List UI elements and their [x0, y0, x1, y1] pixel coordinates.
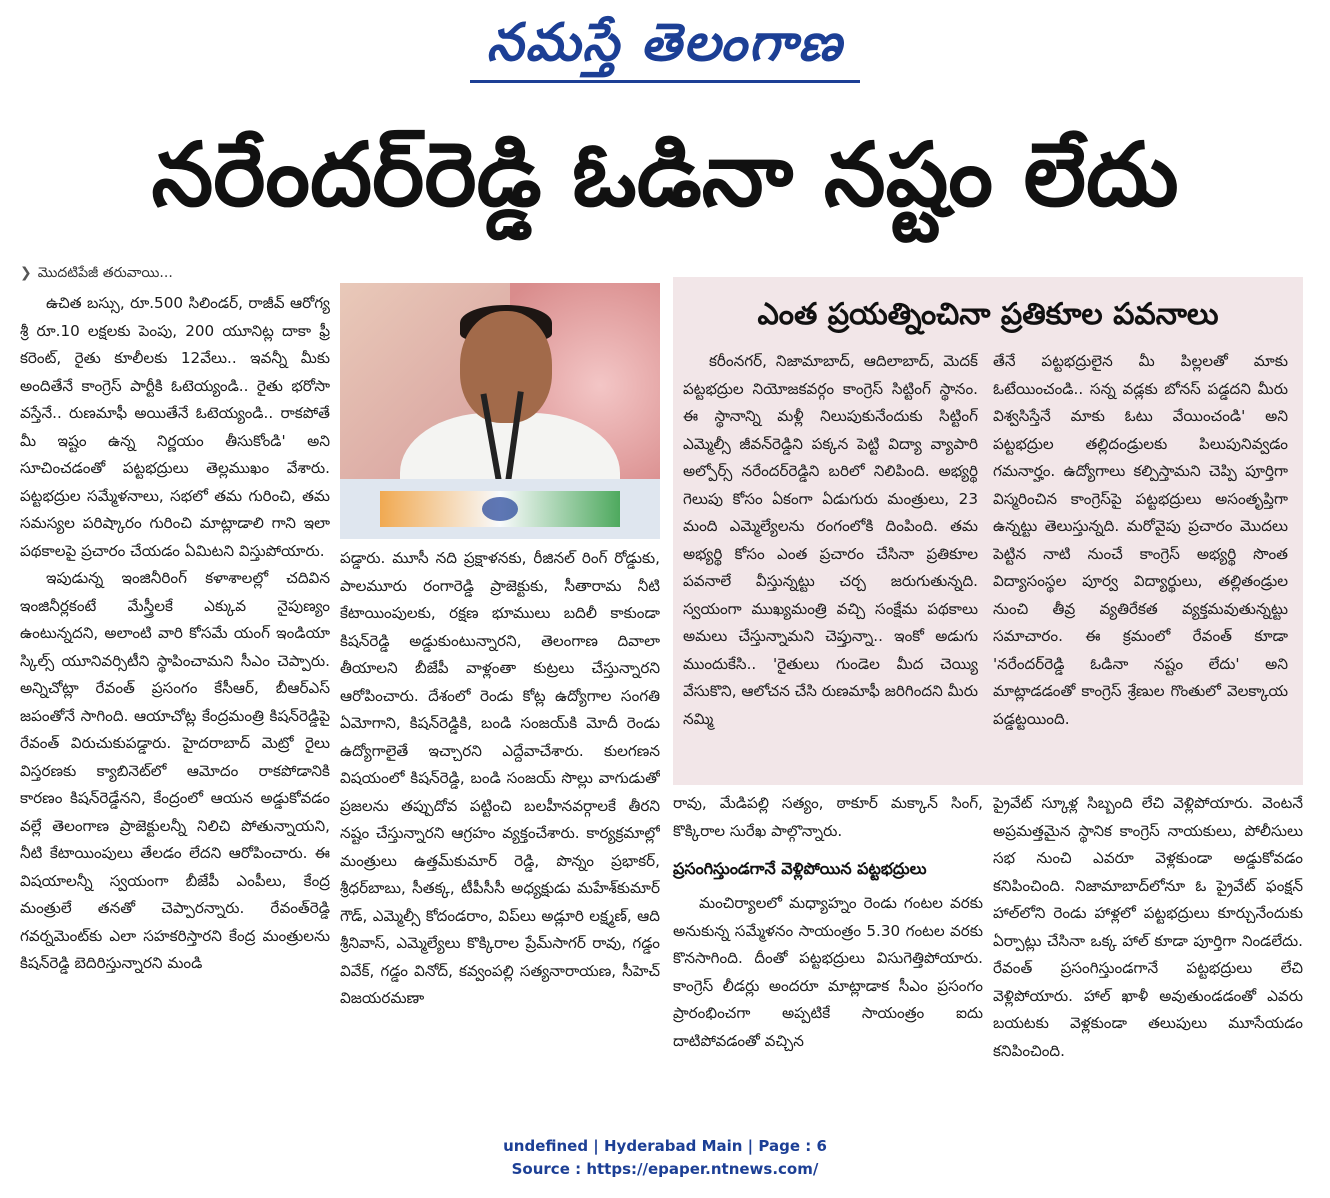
- footer-source-link[interactable]: Source : https://epaper.ntnews.com/: [511, 1160, 819, 1178]
- paragraph: పడ్డారు. మూసీ నది ప్రక్షాళనకు, రీజినల్ రింగ్ రోడ్డుకు, పాలమూరు రంగారెడ్డి ప్రాజెక్టుకు, సీతారామ నీటి కేటాయింపులకు, రక్షణ భూములు బదిలీ కాకుండా కిషన్‌రెడ్డి అడ్డుకుంటున్నారని, తెలంగాణ దివాలా తీయాలని బీజేపీ వాళ్లంతా కుట్రలు చేస్తున్నారని ఆరోపించారు. దేశంలో రెండు కోట్ల ఉద్యోగాల సంగతి ఏమోగాని, కిషన్‌రెడ్డికి, బండి సంజయ్‌కి మోదీ రెండు ఉద్యోగాలైతే ఇచ్చారని ఎద్దేవాచేశారు. కులగణన విషయంలో కిషన్‌రెడ్డి, బండి సంజయ్ సొల్లు వాగుడుతో ప్రజలను తప్పుదోవ పట్టించి బలహీనవర్గాలకే తీరని నష్టం చేస్తున్నారని ఆగ్రహం వ్యక్తంచేశారు. కార్యక్రమాల్లో మంత్రులు ఉత్తమ్‌కుమార్ రెడ్డి, పొన్నం ప్రభాకర్, శ్రీధర్‌బాబు, సీతక్క, టీపీసీసీ అధ్యక్షుడు మహేశ్‌కుమార్ గౌడ్, ఎమ్మెల్సీ కోదండరాం, విప్‌లు అడ్లూరి లక్ష్మణ్, ఆది శ్రీనివాస్, ఎమ్మెల్యేలు కొక్కిరాల ప్రేమ్‌సాగర్ రావు, గడ్డం వివేక్, గడ్డం వినోద్, కవ్వంపల్లి సత్యనారాయణ, సీహెచ్ విజయరమణా: [340, 549, 660, 1007]
- photo-speaker-head: [460, 311, 552, 423]
- paragraph: తేనే పట్టభద్రులైన మీ పిల్లలతో మాకు ఓటేయించండి.. సన్న వడ్లకు బోనస్ పడ్డదని మీరు విశ్వసిస్తేనే మాకు ఓటు వేయించండి' అని పట్టభద్రుల తల్లిదండ్రులకు పిలుపునివ్వడం గమనార్హం. ఉద్యోగాలు కల్పిస్తామని చెప్పి పూర్తిగా విస్మరించిన కాంగ్రెస్‌పై పట్టభద్రులు అసంతృప్తిగా ఉన్నట్టు తెలుస్తున్నది. మరోవైపు ప్రచారం మొదలు పెట్టిన నాటి నుంచే కాంగ్రెస్ అభ్యర్థి సొంత విద్యాసంస్థల పూర్వ విద్యార్థులు, తల్లితండ్రుల నుంచి తీవ్ర వ్యతిరేకత వ్యక్తమవుతున్నట్టు సమాచారం. ఈ క్రమంలో రేవంత్ కూడా 'నరేందర్‌రెడ్డి ఓడినా నష్టం లేదు' అని మాట్లాడడంతో కాంగ్రెస్ శ్రేణుల గొంతులో వెలక్కాయ పడ్డట్టయింది.: [993, 352, 1288, 728]
- footer-page-info: undefined | Hyderabad Main | Page : 6: [503, 1137, 827, 1155]
- sidebar-box-title: ఎంత ప్రయత్నించినా ప్రతికూల పవనాలు: [757, 297, 1219, 332]
- kicker-text: మొదటిపేజీ తరువాయి...: [37, 265, 173, 281]
- paragraph: మంచిర్యాలలో మధ్యాహ్నం రెండు గంటల వరకు అనుకున్న సమ్మేళనం సాయంత్రం 5.30 గంటల వరకు కొనసాగింది. దీంతో పట్టభద్రులు విసుగెత్తిపోయారు. కాంగ్రెస్ లీడర్లు అందరూ మాట్లాడాక సీఎం ప్రసంగం ప్రారంభించగా అప్పటికే సాయంత్రం ఐదు దాటిపోవడంతో వచ్చిన: [673, 894, 983, 1050]
- masthead-underline: [470, 80, 860, 83]
- paragraph: ప్రైవేట్ స్కూళ్ల సిబ్బంది లేచి వెళ్లిపోయారు. వెంటనే అప్రమత్తమైన స్థానిక కాంగ్రెస్ నాయకులు, పోలీసులు సభ నుంచి ఎవరూ వెళ్లకుండా అడ్డుకోవడం కనిపించింది. నిజామాబాద్‌లోనూ ఓ ప్రైవేట్ ఫంక్షన్ హాల్‌లోని రెండు హాళ్లలో పట్టభద్రులు కూర్చునేందుకు ఏర్పాట్లు చేసినా ఒక్క హాల్ కూడా పూర్తిగా నిండలేదు. రేవంత్ ప్రసంగిస్తుండగానే పట్టభద్రులు లేచి వెళ్లిపోయారు. హాల్ ఖాళీ అవుతుండడంతో ఎవరు బయటకు వెళ్లకుండా తలుపులు మూసేయడం కనిపించింది.: [993, 794, 1303, 1060]
- photo-podium-emblem: [482, 497, 518, 521]
- article-column-3-top: [673, 790, 983, 850]
- continuation-kicker: [20, 260, 330, 286]
- sidebar-box-column-1: [683, 348, 978, 778]
- news-photo: [340, 283, 660, 539]
- masthead-logo: నమస్తే తెలంగాణ: [486, 13, 844, 73]
- paragraph: ఉచిత బస్సు, రూ.500 సిలిండర్, రాజీవ్ ఆరోగ్య శ్రీ రూ.10 లక్షలకు పెంపు, 200 యూనిట్ల దాకా ఫ్రీ కరెంట్, రైతు కూలీలకు 12వేలు.. ఇవన్నీ మీకు అందితేనే కాంగ్రెస్ పార్టీకి ఓటెయ్యండి.. రైతు భరోసా వస్తేనే.. రుణమాఫీ అయితేనే ఓటెయ్యండి.. రాకపోతే మీ ఇష్టం ఉన్న నిర్ణయం తీసుకోండి' అని సూచించడంతో పట్టభద్రులు తెల్లముఖం వేశారు. పట్టభద్రుల సమ్మేళనాలు, సభలో తమ గురించి, తమ సమస్యల పరిష్కారం గురించి మాట్లాడాలి గాని ఇలా పథకాలపై ప్రచారం చేయడం ఏమిటని విస్తుపోయారు.: [20, 294, 330, 560]
- article-column-4: [993, 790, 1303, 1130]
- sidebar-box-column-2: [993, 348, 1288, 778]
- article-column-2: [340, 545, 660, 1130]
- headline: నరేందర్‌రెడ్డి ఓడినా నష్టం లేదు: [151, 123, 1179, 226]
- article-column-1: [20, 290, 330, 1130]
- paragraph: రావు, మేడిపల్లి సత్యం, ఠాకూర్ మక్కాన్ సింగ్, కొక్కిరాల సురేఖ పాల్గొన్నారు.: [673, 794, 983, 840]
- paragraph: కరీంనగర్, నిజామాబాద్, ఆదిలాబాద్, మెదక్ పట్టభద్రుల నియోజకవర్గం కాంగ్రెస్ సిట్టింగ్ స్థానం. ఈ స్థానాన్ని మళ్లీ నిలుపుకునేందుకు సిట్టింగ్ ఎమ్మెల్సీ జీవన్‌రెడ్డిని పక్కన పెట్టి విద్యా వ్యాపారి అల్పోర్స్ నరేందర్‌రెడ్డిని బరిలో నిలిపింది. అభ్యర్థి గెలుపు కోసం ఏకంగా ఏడుగురు మంత్రులు, 23 మంది ఎమ్మెల్యేలను రంగంలోకి దింపింది. తమ అభ్యర్థి కోసం ఎంత ప్రచారం చేసినా ప్రతికూల పవనాలే వీస్తున్నట్టు చర్చ జరుగుతున్నది. స్వయంగా ముఖ్యమంత్రి వచ్చి సంక్షేమ పథకాలు అమలు చేస్తున్నామని చెప్తున్నా.. ఇంకో అడుగు ముందుకేసి.. 'రైతులు గుండెల మీద చెయ్యి వేసుకొని, ఆలోచన చేసి రుణమాఫీ జరిగిందని మీరు నమ్మి: [683, 352, 978, 728]
- article-column-3-bottom: [673, 890, 983, 1130]
- chevron-right-icon: ❯: [20, 265, 32, 281]
- paragraph: ఇపుడున్న ఇంజినీరింగ్ కళాశాలల్లో చదివిన ఇంజినీర్లకంటే మేస్త్రీలకే ఎక్కువ నైపుణ్యం ఉంటున్నదని, అలాంటి వారి కోసమే యంగ్ ఇండియా స్కిల్స్ యూనివర్సిటీని స్థాపించామని సీఎం చెప్పారు. అన్నిచోట్లా రేవంత్ ప్రసంగం కేసీఆర్, బీఆర్‌ఎస్ జపంతోనే సాగింది. ఆయాచోట్ల కేంద్రమంత్రి కిషన్‌రెడ్డిపై రేవంత్ విరుచుకుపడ్డారు. హైదరాబాద్ మెట్రో రైలు విస్తరణకు క్యాబినెట్‌లో ఆమోదం రాకపోడానికి కారణం కిషన్‌రెడ్డేనని, కేంద్రంలో ఆయన అడ్డుకోవడం వల్లే తెలంగాణ ప్రాజెక్టులన్నీ నిలిచి పోతున్నాయని, నీటి కేటాయింపులు తేలడం లేదని ఆరోపించారు. ఈ విషయాలన్నీ స్వయంగా బీజేపీ ఎంపీలు, కేంద్ర మంత్రులే తనతో చెప్పారన్నారు. రేవంత్‌రెడ్డి గవర్నమెంట్‌కు ఎలా సహకరిస్తారని కేంద్ర మంత్రులను కిషన్‌రెడ్డి బెదిరిస్తున్నారని మండి: [20, 569, 330, 972]
- subheading: ప్రసంగిస్తుండగానే వెళ్లిపోయిన పట్టభద్రులు: [673, 859, 927, 878]
